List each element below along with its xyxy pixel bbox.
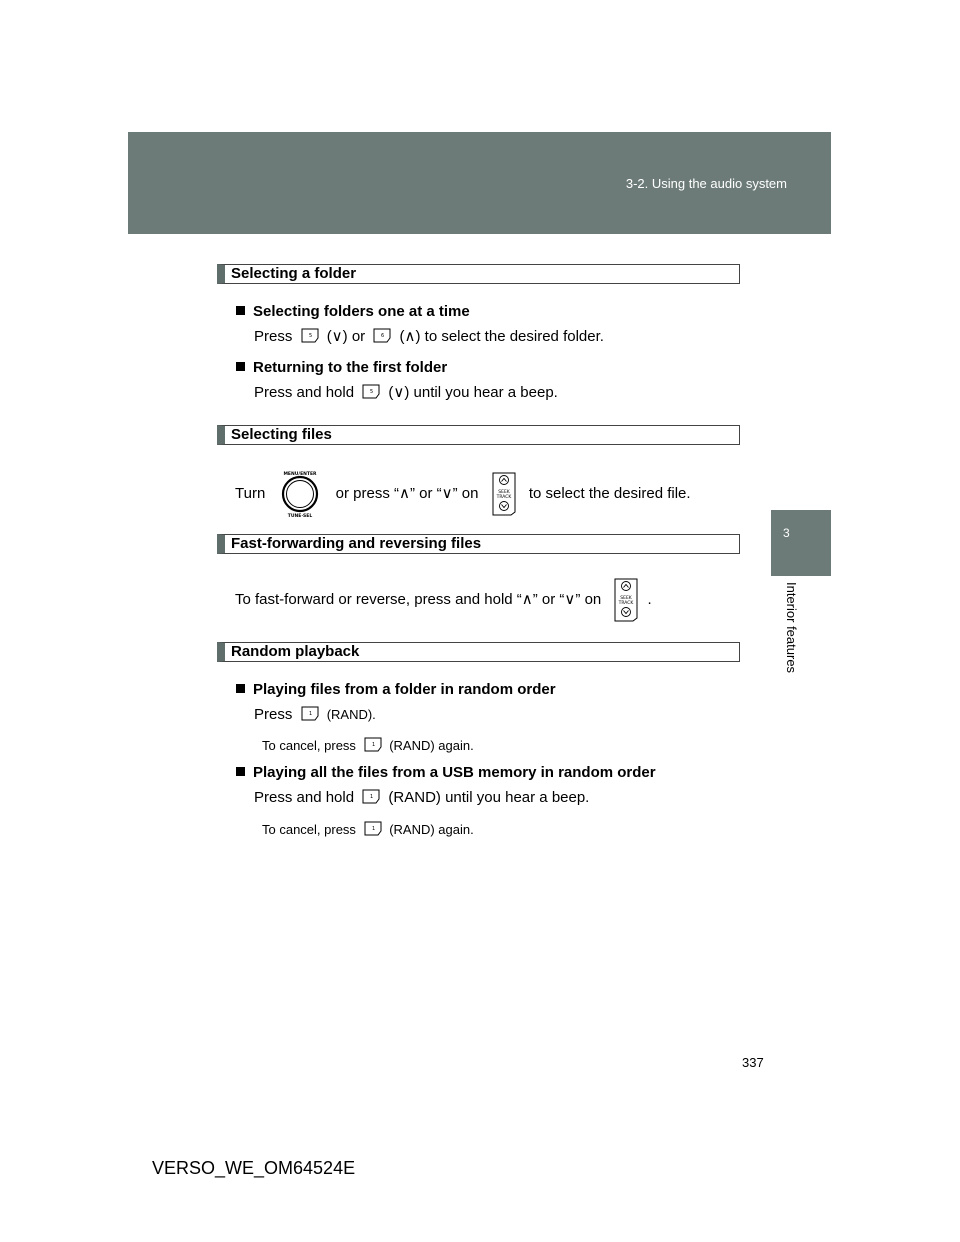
subheading-random-folder: Playing files from a folder in random order bbox=[236, 681, 556, 698]
svg-text:SEEK: SEEK bbox=[497, 490, 510, 495]
section-title-files: Selecting files bbox=[217, 425, 740, 445]
instruction-random-folder: Press 1 (RAND). bbox=[254, 706, 376, 723]
bullet-square-icon bbox=[236, 767, 245, 776]
chapter-tab bbox=[771, 510, 831, 576]
svg-text:1: 1 bbox=[308, 711, 312, 717]
svg-text:TRACK: TRACK bbox=[619, 601, 634, 607]
chapter-label-text: Interior features bbox=[784, 582, 799, 674]
tune-sel-knob-icon bbox=[275, 469, 325, 519]
section-title-fast-forward: Fast-forwarding and reversing files bbox=[217, 534, 740, 554]
page-number: 337 bbox=[742, 1055, 764, 1070]
preset-1-button-icon bbox=[300, 706, 320, 721]
subheading-return-first: Returning to the first folder bbox=[236, 359, 447, 376]
header-title: 3-2. Using the audio system bbox=[625, 176, 787, 191]
preset-1-button-icon bbox=[363, 737, 383, 752]
bullet-square-icon bbox=[236, 684, 245, 693]
svg-text:5: 5 bbox=[308, 333, 312, 339]
svg-text:TRACK: TRACK bbox=[496, 495, 512, 500]
subheading-random-usb: Playing all the files from a USB memory in random order bbox=[236, 764, 656, 781]
chapter-label bbox=[784, 582, 798, 722]
chapter-number: 3 bbox=[783, 526, 790, 540]
document-code: VERSO_WE_OM64524E bbox=[152, 1158, 356, 1178]
instruction-fast-forward: To fast-forward or reverse, press and hold “∧” or “∨” on SEEK TRACK . bbox=[235, 578, 652, 622]
svg-text:1: 1 bbox=[371, 742, 375, 748]
preset-1-button-icon bbox=[363, 821, 383, 836]
subheading-one-at-a-time: Selecting folders one at a time bbox=[236, 303, 470, 320]
bullet-square-icon bbox=[236, 306, 245, 315]
svg-text:6: 6 bbox=[381, 333, 385, 339]
svg-text:1: 1 bbox=[370, 794, 374, 800]
preset-5-button-icon bbox=[361, 384, 381, 399]
svg-text:TUNE·SEL: TUNE·SEL bbox=[288, 514, 313, 519]
instruction-one-at-a-time: Press 5 (∨) or 6 (∧) to select the desired folder. bbox=[254, 328, 604, 345]
svg-text:SEEK: SEEK bbox=[620, 596, 633, 602]
preset-1-button-icon bbox=[361, 789, 381, 804]
svg-text:1: 1 bbox=[371, 826, 375, 832]
bullet-square-icon bbox=[236, 362, 245, 371]
svg-text:MENU/ENTER: MENU/ENTER bbox=[283, 472, 318, 477]
seek-track-button-icon bbox=[489, 472, 519, 516]
section-title-folder: Selecting a folder bbox=[217, 264, 740, 284]
note-cancel-random-folder: To cancel, press 1 (RAND) again. bbox=[262, 738, 474, 753]
instruction-select-files: Turn MENU/ENTER TUNE·SEL or press “∧” or “∨” on SEEK TRACK to select the desired file. bbox=[235, 469, 691, 519]
instruction-return-first: Press and hold 5 (∨) until you hear a beep. bbox=[254, 384, 558, 401]
svg-text:5: 5 bbox=[370, 389, 374, 395]
instruction-random-usb: Press and hold 1 (RAND) until you hear a beep. bbox=[254, 789, 590, 806]
note-cancel-random-usb: To cancel, press 1 (RAND) again. bbox=[262, 822, 474, 837]
seek-track-button-icon bbox=[611, 578, 641, 622]
section-title-random: Random playback bbox=[217, 642, 740, 662]
preset-5-button-icon bbox=[300, 328, 320, 343]
header-band bbox=[128, 132, 831, 234]
preset-6-button-icon bbox=[372, 328, 392, 343]
